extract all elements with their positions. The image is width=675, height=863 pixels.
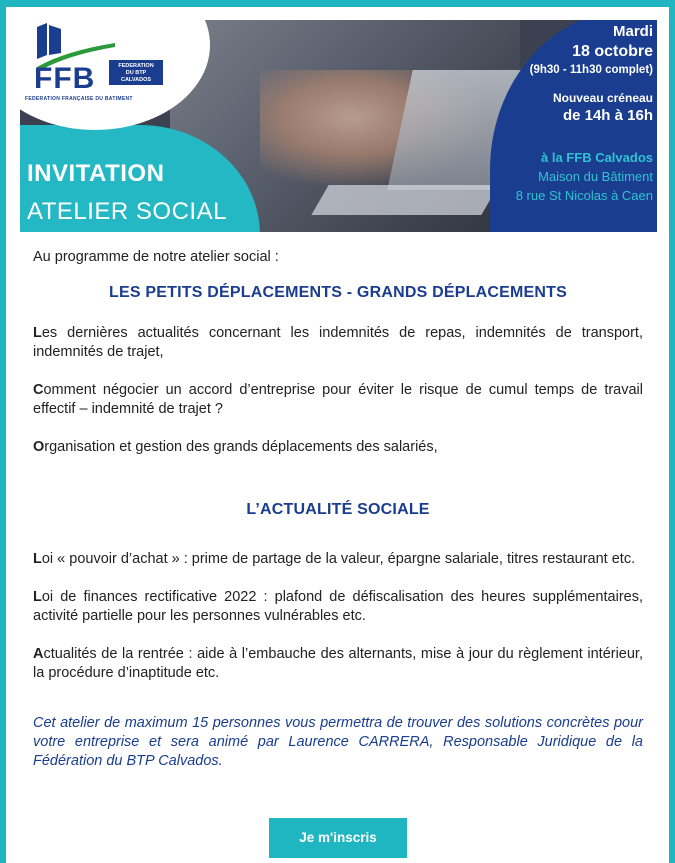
list-item [33, 324, 643, 362]
venue-name: à la FFB Calvados [541, 150, 653, 165]
logo-box-line3: CALVADOS [120, 77, 152, 83]
item-initial: L [33, 589, 42, 605]
list-item [33, 381, 643, 419]
item-text: oi « pouvoir d’achat » : prime de partage de la valeur, épargne salariale, titres restaurant etc. [41, 551, 636, 567]
venue-building: Maison du Bâtiment [538, 169, 653, 184]
item-text: omment négocier un accord d’entreprise pour éviter le risque de cumul temps de travail effectif – indemnité de trajet ? [33, 382, 643, 417]
event-date: 18 octobre [572, 43, 653, 60]
intro-text: Au programme de notre atelier social : [33, 249, 279, 265]
logo-box-line2: DU BTP [125, 70, 147, 76]
venue-address: 8 rue St Nicolas à Caen [515, 188, 653, 203]
event-info [516, 22, 653, 205]
logo-tagline: FEDERATION FRANÇAISE DU BATIMENT [25, 96, 133, 102]
banner-title: ATELIER SOCIAL [27, 198, 227, 225]
header-banner [20, 20, 657, 232]
event-hours: (9h30 - 11h30 complet) [529, 64, 653, 76]
email-body [33, 248, 643, 786]
item-initial: A [33, 646, 44, 662]
register-button[interactable]: Je m'inscris [269, 818, 407, 858]
event-day: Mardi [612, 23, 653, 40]
closing-text: Cet atelier de maximum 15 personnes vous permettra de trouver des solutions concrètes pour votre entreprise et sera animé par Laurence CARRERA, Responsable Juridique de la Fédération du BTP Calvados. [33, 715, 643, 769]
new-slot-label: Nouveau créneau [552, 91, 653, 105]
photo-keyboard [311, 185, 498, 215]
item-initial: O [33, 439, 45, 455]
item-initial: L [33, 551, 42, 567]
logo-text: FFB [34, 62, 96, 95]
logo-box-line1: FEDERATION [118, 63, 154, 69]
list-item [33, 645, 643, 683]
new-slot-hours: de 14h à 16h [562, 107, 653, 124]
list-item [33, 588, 643, 626]
item-text: oi de finances rectificative 2022 : plafond de défiscalisation des heures supplémentaires, activité partielle pour les personnes vulnérables etc. [33, 589, 643, 624]
list-item [33, 438, 643, 457]
item-text: rganisation et gestion des grands déplacements des salariés, [44, 439, 438, 455]
item-text: es dernières actualités concernant les indemnités de repas, indemnités de transport, indemnités de trajet, [33, 325, 643, 360]
item-text: ctualités de la rentrée : aide à l’embauche des alternants, mise à jour du règlement intérieur, la procédure d’inaptitude etc. [33, 646, 643, 681]
banner-invitation: INVITATION [27, 160, 165, 187]
list-item [33, 550, 643, 569]
logo-box [109, 60, 163, 85]
section-title-actualite: L’ACTUALITÉ SOCIALE [246, 501, 430, 518]
item-initial: C [33, 382, 44, 398]
section-title-deplacements: LES PETITS DÉPLACEMENTS - GRANDS DÉPLACEMENTS [109, 284, 567, 301]
item-initial: L [33, 325, 42, 341]
